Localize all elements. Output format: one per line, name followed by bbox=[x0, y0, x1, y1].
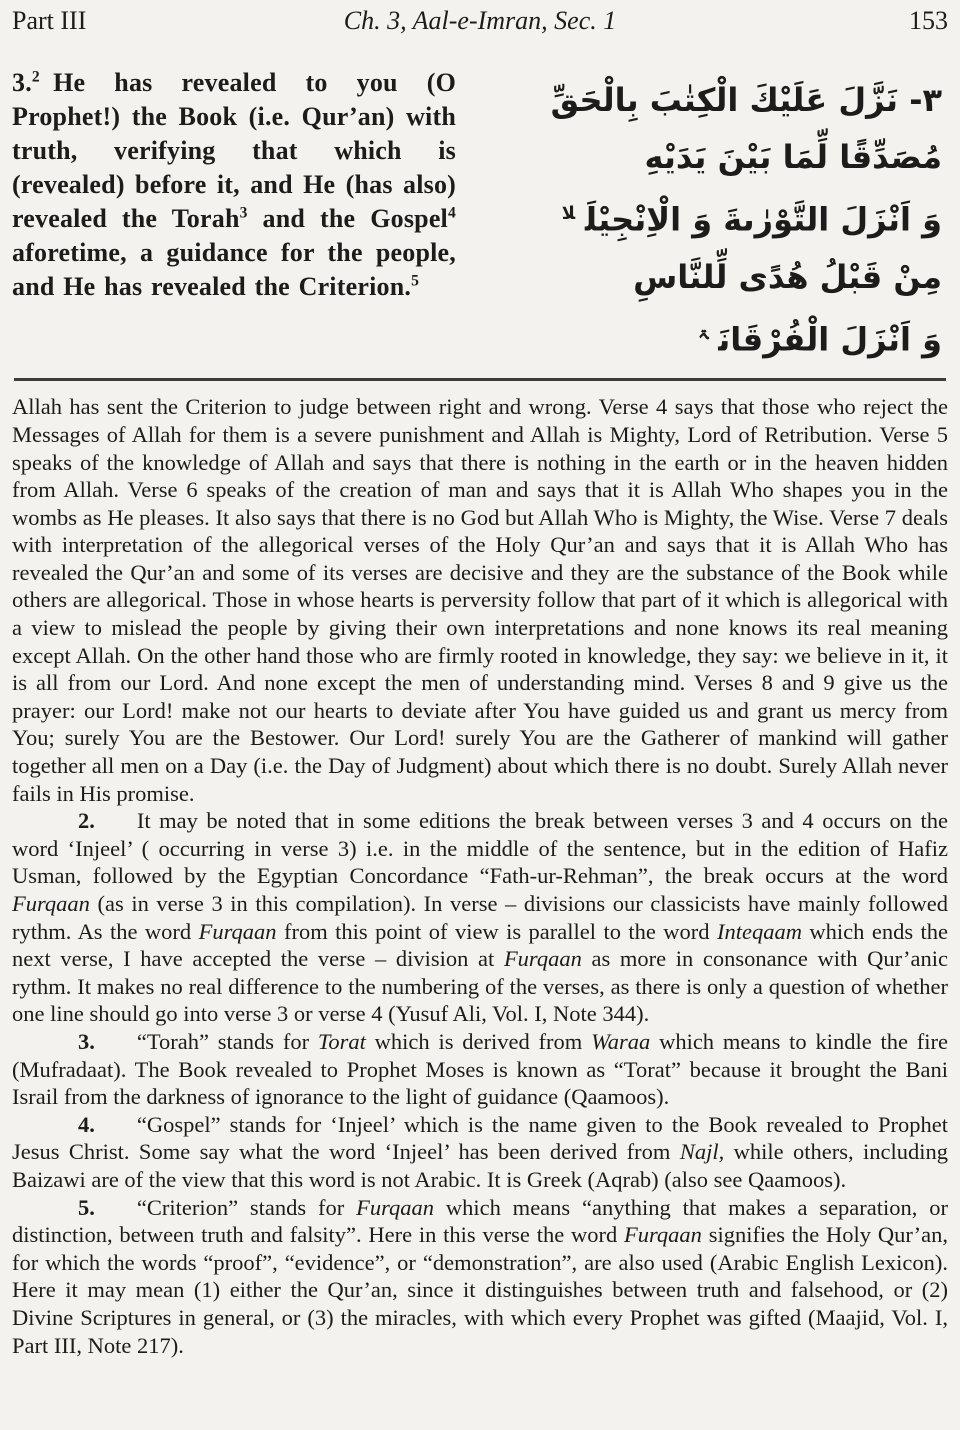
italic-term: Torat bbox=[317, 1028, 366, 1054]
italic-term: Najl, bbox=[679, 1139, 725, 1165]
header-page-number: 153 bbox=[909, 6, 948, 35]
footnote-number: 2. bbox=[78, 808, 95, 834]
italic-term: Furqaan bbox=[12, 891, 90, 916]
italic-term: Furqaan bbox=[624, 1222, 702, 1248]
footnote-number: 4. bbox=[78, 1111, 95, 1137]
verse-arabic-text bbox=[456, 66, 948, 368]
arabic-verse-line: وَ اَنْزَلَ التَّوْرٰىةَ وَ الْاِنْجِيْلَ$^{لا}$ bbox=[561, 200, 942, 239]
commentary-paragraph: Allah has sent the Criterion to judge between right and wrong. Verse 4 says that those who reject the Messages of Allah for them is a severe punishment and Allah is Mighty, Lord of Retribution. Verse 5 speaks of the knowledge of Allah and says that there is nothing in the earth or in the heaven hidden from Allah. Verse 6 speaks of the creation of man and says that it is Allah Who shapes you in the wombs as He pleases. It also says that there is no God but Allah Who is Mighty, the Wise. Verse 7 deals with interpretation of the allegorical verses of the Holy Qur’an and says that it is Allah Who has revealed the Qur’an and some of its verses are decisive and they are the substance of the Book while others are allegorical. Those in whose hearts is perversity follow that part of it which is allegorical with a view to mislead the people by giving their own interpretations and none knows its real meaning except Allah. On the other hand those who are firmly rooted in knowledge, they say: we believe in it, it is all from our Lord. And none except the men of understanding mind. Verses 8 and 9 give us the prayer: our Lord! make not our hearts to deviate after You have guided us and grant us mercy from You; surely You are the Bestower. Our Lord! surely You are the Gatherer of mankind will gather together all men on a Day (i.e. the Day of Judgment) about which there is no doubt. Surely Allah never fails in His promise. bbox=[12, 394, 948, 806]
italic-term: Waraa bbox=[591, 1028, 651, 1054]
arabic-verse-line: مِنْ قَبْلُ هُدًى لِّلنَّاسِ bbox=[633, 257, 942, 296]
footnote-paragraph-2: 2. It may be noted that in some editions the break between verses 3 and 4 occurs on the word ‘Injeel’ ( occurring in verse 3) i.e. in the middle of the sentence, but in the edition of Hafiz Usman, followed by the Egyptian Concordance “Fath-ur-Rehman”, the break occurs at the word Furqaan (as in verse 3 in this compilation). In verse – divisions our classicists have mainly followed rythm. As the word Furqaan from this point of view is parallel to the word Inteqaam which ends the next verse, I have accepted the verse – division at Furqaan as more in consonance with Qur’anic rythm. It makes no real difference to the numbering of the verses, as there is only a question of whether one line should go into verse 3 or verse 4 (Yusuf Ali, Vol. I, Note 344). bbox=[12, 808, 949, 1027]
waqf-mark: لا bbox=[561, 204, 576, 224]
footnote-paragraph-5: 5. “Criterion” stands for Furqaan which means “anything that makes a separation, or distinction, between truth and falsity”. Here in this verse the word Furqaan signifies the Holy Qur’an, for which the words “proof”, “evidence”, or “demonstration”, are also used (Arabic English Lexicon). Here it may mean (1) either the Qur’an, since it distinguishes between truth and falsehood, or (2) Divine Scriptures in general, or (3) the miracles, with which every Prophet was gifted (Maajid, Vol. I, Part III, Note 217). bbox=[12, 1194, 949, 1358]
italic-term: Furqaan bbox=[503, 946, 582, 972]
footnote-paragraph-3: 3. “Torah” stands for Torat which is derived from Waraa which means to kindle the fire (Mufradaat). The Book revealed to Prophet Moses is known as “Torat” because it brought the Bani Israil from the darkness of ignorance to the light of guidance (Qaamoos). bbox=[12, 1028, 948, 1110]
footnote-reference: 2 bbox=[31, 68, 40, 86]
page-header bbox=[12, 6, 948, 36]
footnote-reference: 4 bbox=[447, 204, 456, 222]
footnote-reference: 5 bbox=[411, 272, 420, 290]
italic-term: Inteqaam bbox=[717, 918, 802, 944]
footnote-reference: 3 bbox=[239, 204, 248, 222]
separator-rule bbox=[14, 378, 946, 381]
italic-term: Furqaan bbox=[198, 918, 277, 944]
commentary-section bbox=[12, 393, 948, 1359]
waqf-mark: ۃ bbox=[697, 323, 709, 344]
header-chapter-title: Ch. 3, Aal-e-Imran, Sec. 1 bbox=[343, 6, 617, 35]
header-part-label: Part III bbox=[12, 6, 87, 35]
footnote-number: 5. bbox=[78, 1194, 95, 1220]
arabic-verse-line: وَ اَنْزَلَ الْفُرْقَانَ$^ۃ$ bbox=[697, 320, 942, 359]
verse-section bbox=[12, 66, 948, 368]
verse-english-translation: 3.$^2$ He has revealed to you (O Prophet!) the Book (i.e. Qur’an) with truth, verifying that which is (revealed) before it, and He (has also) revealed the Torah$^3$ and the Gospel$^4$ aforetime, a guidance for the people, and He has revealed the Criterion.$^5$ bbox=[12, 68, 456, 301]
italic-term: Furqaan bbox=[356, 1194, 435, 1220]
footnote-paragraph-4: 4. “Gospel” stands for ‘Injeel’ which is the name given to the Book revealed to Prophet Jesus Christ. Some say what the word ‘Injeel’ has been derived from Najl, while others, including Baizawi are of the view that this word is not Arabic. It is Greek (Aqrab) (also see Qaamoos). bbox=[12, 1111, 948, 1192]
footnote-number: 3. bbox=[78, 1028, 95, 1054]
arabic-verse-line: مُصَدِّقًا لِّمَا بَيْنَ يَدَيْهِ bbox=[644, 138, 942, 176]
arabic-verse-line: ٣- نَزَّلَ عَلَيْكَ الْكِتٰبَ بِالْحَقِّ bbox=[550, 81, 942, 119]
